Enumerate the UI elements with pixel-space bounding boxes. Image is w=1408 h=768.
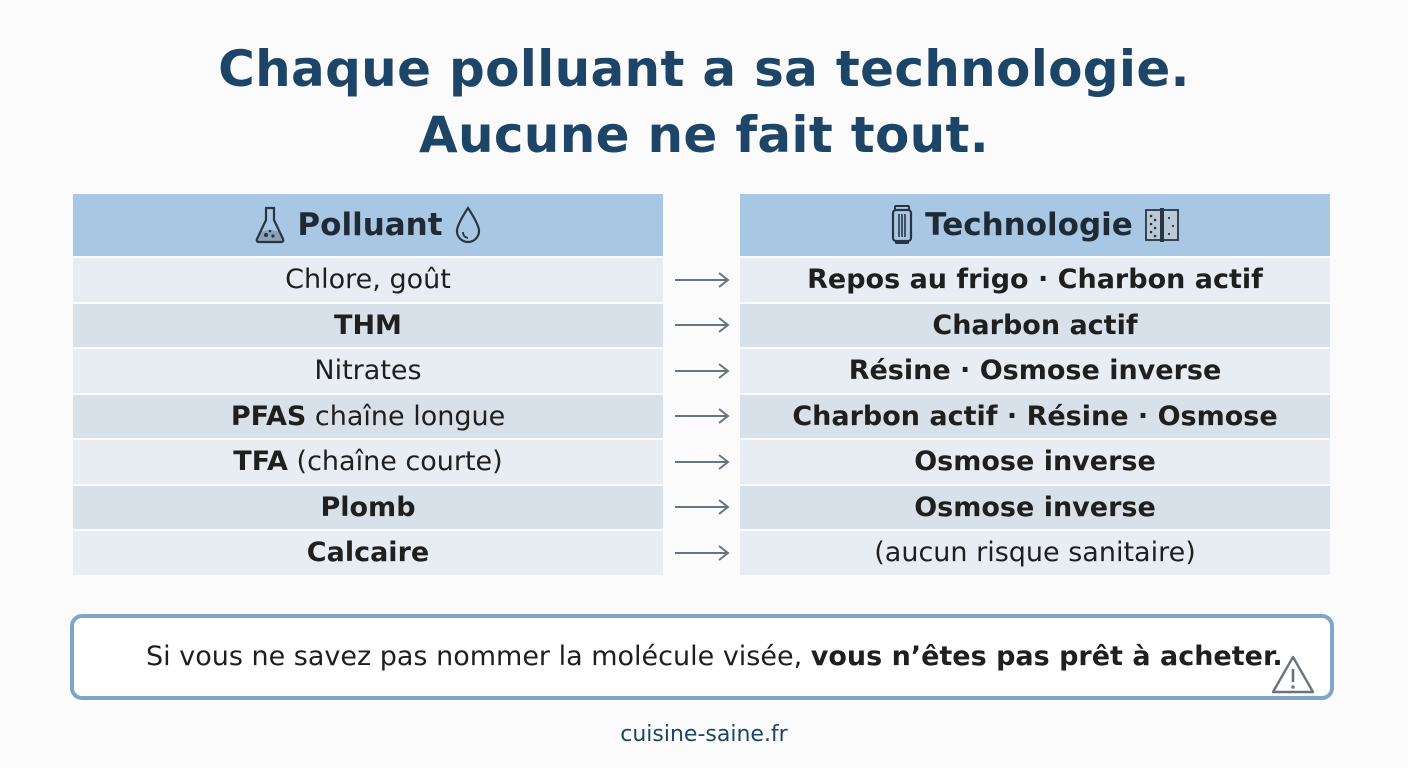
callout-text-normal: Si vous ne savez pas nommer la molécule visée, <box>146 641 811 672</box>
technology-header <box>740 194 1330 256</box>
droplet-icon <box>453 205 483 245</box>
pollutant-bold: Plomb <box>320 491 416 523</box>
technology-row: Osmose inverse <box>740 440 1330 484</box>
technology-row: Osmose inverse <box>740 486 1330 530</box>
pollutant-rest: Chlore, goût <box>285 264 451 296</box>
technology-header-label: Technologie <box>925 207 1133 243</box>
pollutant-column <box>73 194 663 575</box>
pollutant-rest: chaîne longue <box>306 400 506 432</box>
arrow-column <box>663 256 740 575</box>
technology-column <box>740 194 1330 575</box>
pollutant-row <box>73 486 663 530</box>
technology-row: Repos au frigo · Charbon actif <box>740 258 1330 302</box>
technology-row: (aucun risque sanitaire) <box>740 531 1330 575</box>
arrow-right-icon <box>663 349 740 393</box>
pollutant-bold: Calcaire <box>306 537 430 569</box>
title-line-2: Aucune ne fait tout. <box>418 106 990 164</box>
pollutant-header <box>73 194 663 256</box>
arrow-right-icon <box>663 304 740 348</box>
membrane-icon <box>1143 206 1181 244</box>
technology-row: Charbon actif <box>740 304 1330 348</box>
arrow-right-icon <box>663 258 740 302</box>
pollutant-row <box>73 531 663 575</box>
pollutant-row <box>73 304 663 348</box>
warning-callout <box>70 614 1334 700</box>
technology-row: Charbon actif · Résine · Osmose <box>740 395 1330 439</box>
callout-text-bold: vous n’êtes pas prêt à acheter. <box>810 641 1283 672</box>
flask-icon <box>253 205 287 245</box>
arrow-right-icon <box>663 395 740 439</box>
callout-text <box>146 618 1283 696</box>
arrow-right-icon <box>663 531 740 575</box>
page-title <box>0 36 1408 168</box>
pollutant-bold: TFA <box>233 446 288 478</box>
arrow-right-icon <box>663 440 740 484</box>
pollutant-row <box>73 349 663 393</box>
pollutant-bold: PFAS <box>230 400 307 432</box>
title-line-1: Chaque polluant a sa technologie. <box>218 40 1190 98</box>
filter-cartridge-icon <box>889 204 915 246</box>
pollutant-row <box>73 440 663 484</box>
footer-website: cuisine-saine.fr <box>620 722 788 747</box>
technology-row: Résine · Osmose inverse <box>740 349 1330 393</box>
arrow-right-icon <box>663 486 740 530</box>
pollutant-row <box>73 258 663 302</box>
pollutant-bold: THM <box>334 309 402 341</box>
pollutant-rest: (chaîne courte) <box>287 446 503 478</box>
warning-icon <box>1270 654 1316 700</box>
pollutant-row <box>73 395 663 439</box>
pollutant-header-label: Polluant <box>297 207 443 243</box>
pollutant-rest: Nitrates <box>314 355 422 387</box>
